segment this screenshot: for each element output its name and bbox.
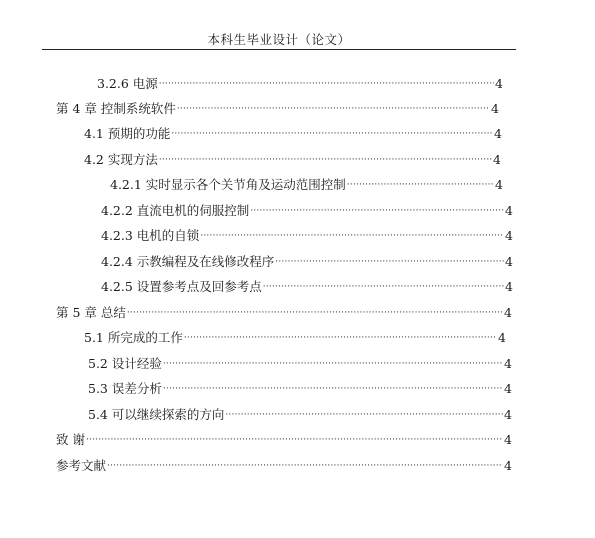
toc-entry-page: 4 — [493, 152, 501, 167]
toc-leader-dots — [225, 407, 503, 423]
toc-leader-dots — [250, 203, 504, 219]
toc-leader-dots — [107, 458, 503, 474]
toc-entry — [88, 356, 512, 372]
toc-entry-title: 5.2 设计经验 — [88, 356, 162, 371]
toc-entry-title: 参考文献 — [56, 458, 107, 473]
toc-leader-dots — [159, 152, 492, 168]
toc-entry — [88, 407, 512, 423]
toc-entry-title: 4.2.4 示教编程及在线修改程序 — [101, 254, 275, 269]
toc-entry-page: 4 — [494, 126, 502, 141]
toc-leader-dots — [86, 432, 503, 448]
toc-entry-page: 4 — [495, 177, 503, 192]
toc-entry-page: 4 — [504, 432, 512, 447]
toc-entry-page: 4 — [504, 458, 512, 473]
toc-entry-title: 致 谢 — [56, 432, 85, 447]
toc-entry-page: 4 — [504, 305, 512, 320]
toc-entry — [56, 458, 512, 474]
toc-entry-title: 4.2 实现方法 — [84, 152, 158, 167]
toc-entry — [101, 279, 513, 295]
toc-entry-title: 5.3 误差分析 — [88, 381, 162, 396]
toc-leader-dots — [275, 254, 504, 270]
toc-entry — [56, 432, 512, 448]
toc-entry — [101, 203, 513, 219]
toc-entry-page: 4 — [505, 203, 513, 218]
toc-entry-page: 4 — [505, 254, 513, 269]
toc-entry-title: 4.2.3 电机的自锁 — [101, 228, 200, 243]
toc-leader-dots — [263, 279, 504, 295]
toc-entry — [84, 152, 501, 168]
toc-entry-title: 4.2.1 实时显示各个关节角及运动范围控制 — [110, 177, 346, 192]
toc-entry-page: 4 — [491, 101, 499, 116]
toc-leader-dots — [159, 76, 494, 92]
toc-entry-title: 5.4 可以继续探索的方向 — [88, 407, 225, 422]
toc-entry-title: 4.1 预期的功能 — [84, 126, 171, 141]
toc-entry — [88, 381, 512, 397]
toc-entry-title: 4.2.2 直流电机的伺服控制 — [101, 203, 250, 218]
page-header-title: 本科生毕业设计（论文） — [207, 32, 351, 47]
toc-entry-title: 5.1 所完成的工作 — [84, 330, 183, 345]
toc-entry-title: 4.2.5 设置参考点及回参考点 — [101, 279, 262, 294]
toc-leader-dots — [177, 101, 490, 117]
toc-entry — [56, 101, 499, 117]
toc-leader-dots — [184, 330, 497, 346]
toc-leader-dots — [163, 356, 503, 372]
toc-entry-page: 4 — [504, 381, 512, 396]
toc-leader-dots — [171, 126, 493, 142]
toc-entry — [56, 305, 512, 321]
toc-leader-dots — [347, 177, 494, 193]
toc-entry-page: 4 — [495, 76, 503, 91]
toc-entry-page: 4 — [505, 279, 513, 294]
toc-entry — [101, 228, 513, 244]
toc-entry — [101, 254, 513, 270]
toc-entry — [84, 126, 502, 142]
toc-leader-dots — [200, 228, 504, 244]
toc-entry-page: 4 — [498, 330, 506, 345]
toc-entry-title: 第 4 章 控制系统软件 — [56, 101, 176, 116]
toc-entry-page: 4 — [505, 228, 513, 243]
toc-entry-title: 3.2.6 电源 — [97, 76, 158, 91]
toc-leader-dots — [127, 305, 503, 321]
toc-entry — [110, 177, 503, 193]
toc-leader-dots — [163, 381, 503, 397]
toc-entry-page: 4 — [504, 407, 512, 422]
toc-entry-title: 第 5 章 总结 — [56, 305, 126, 320]
toc-entry — [97, 76, 503, 92]
toc-entry — [84, 330, 506, 346]
toc-entry-page: 4 — [504, 356, 512, 371]
